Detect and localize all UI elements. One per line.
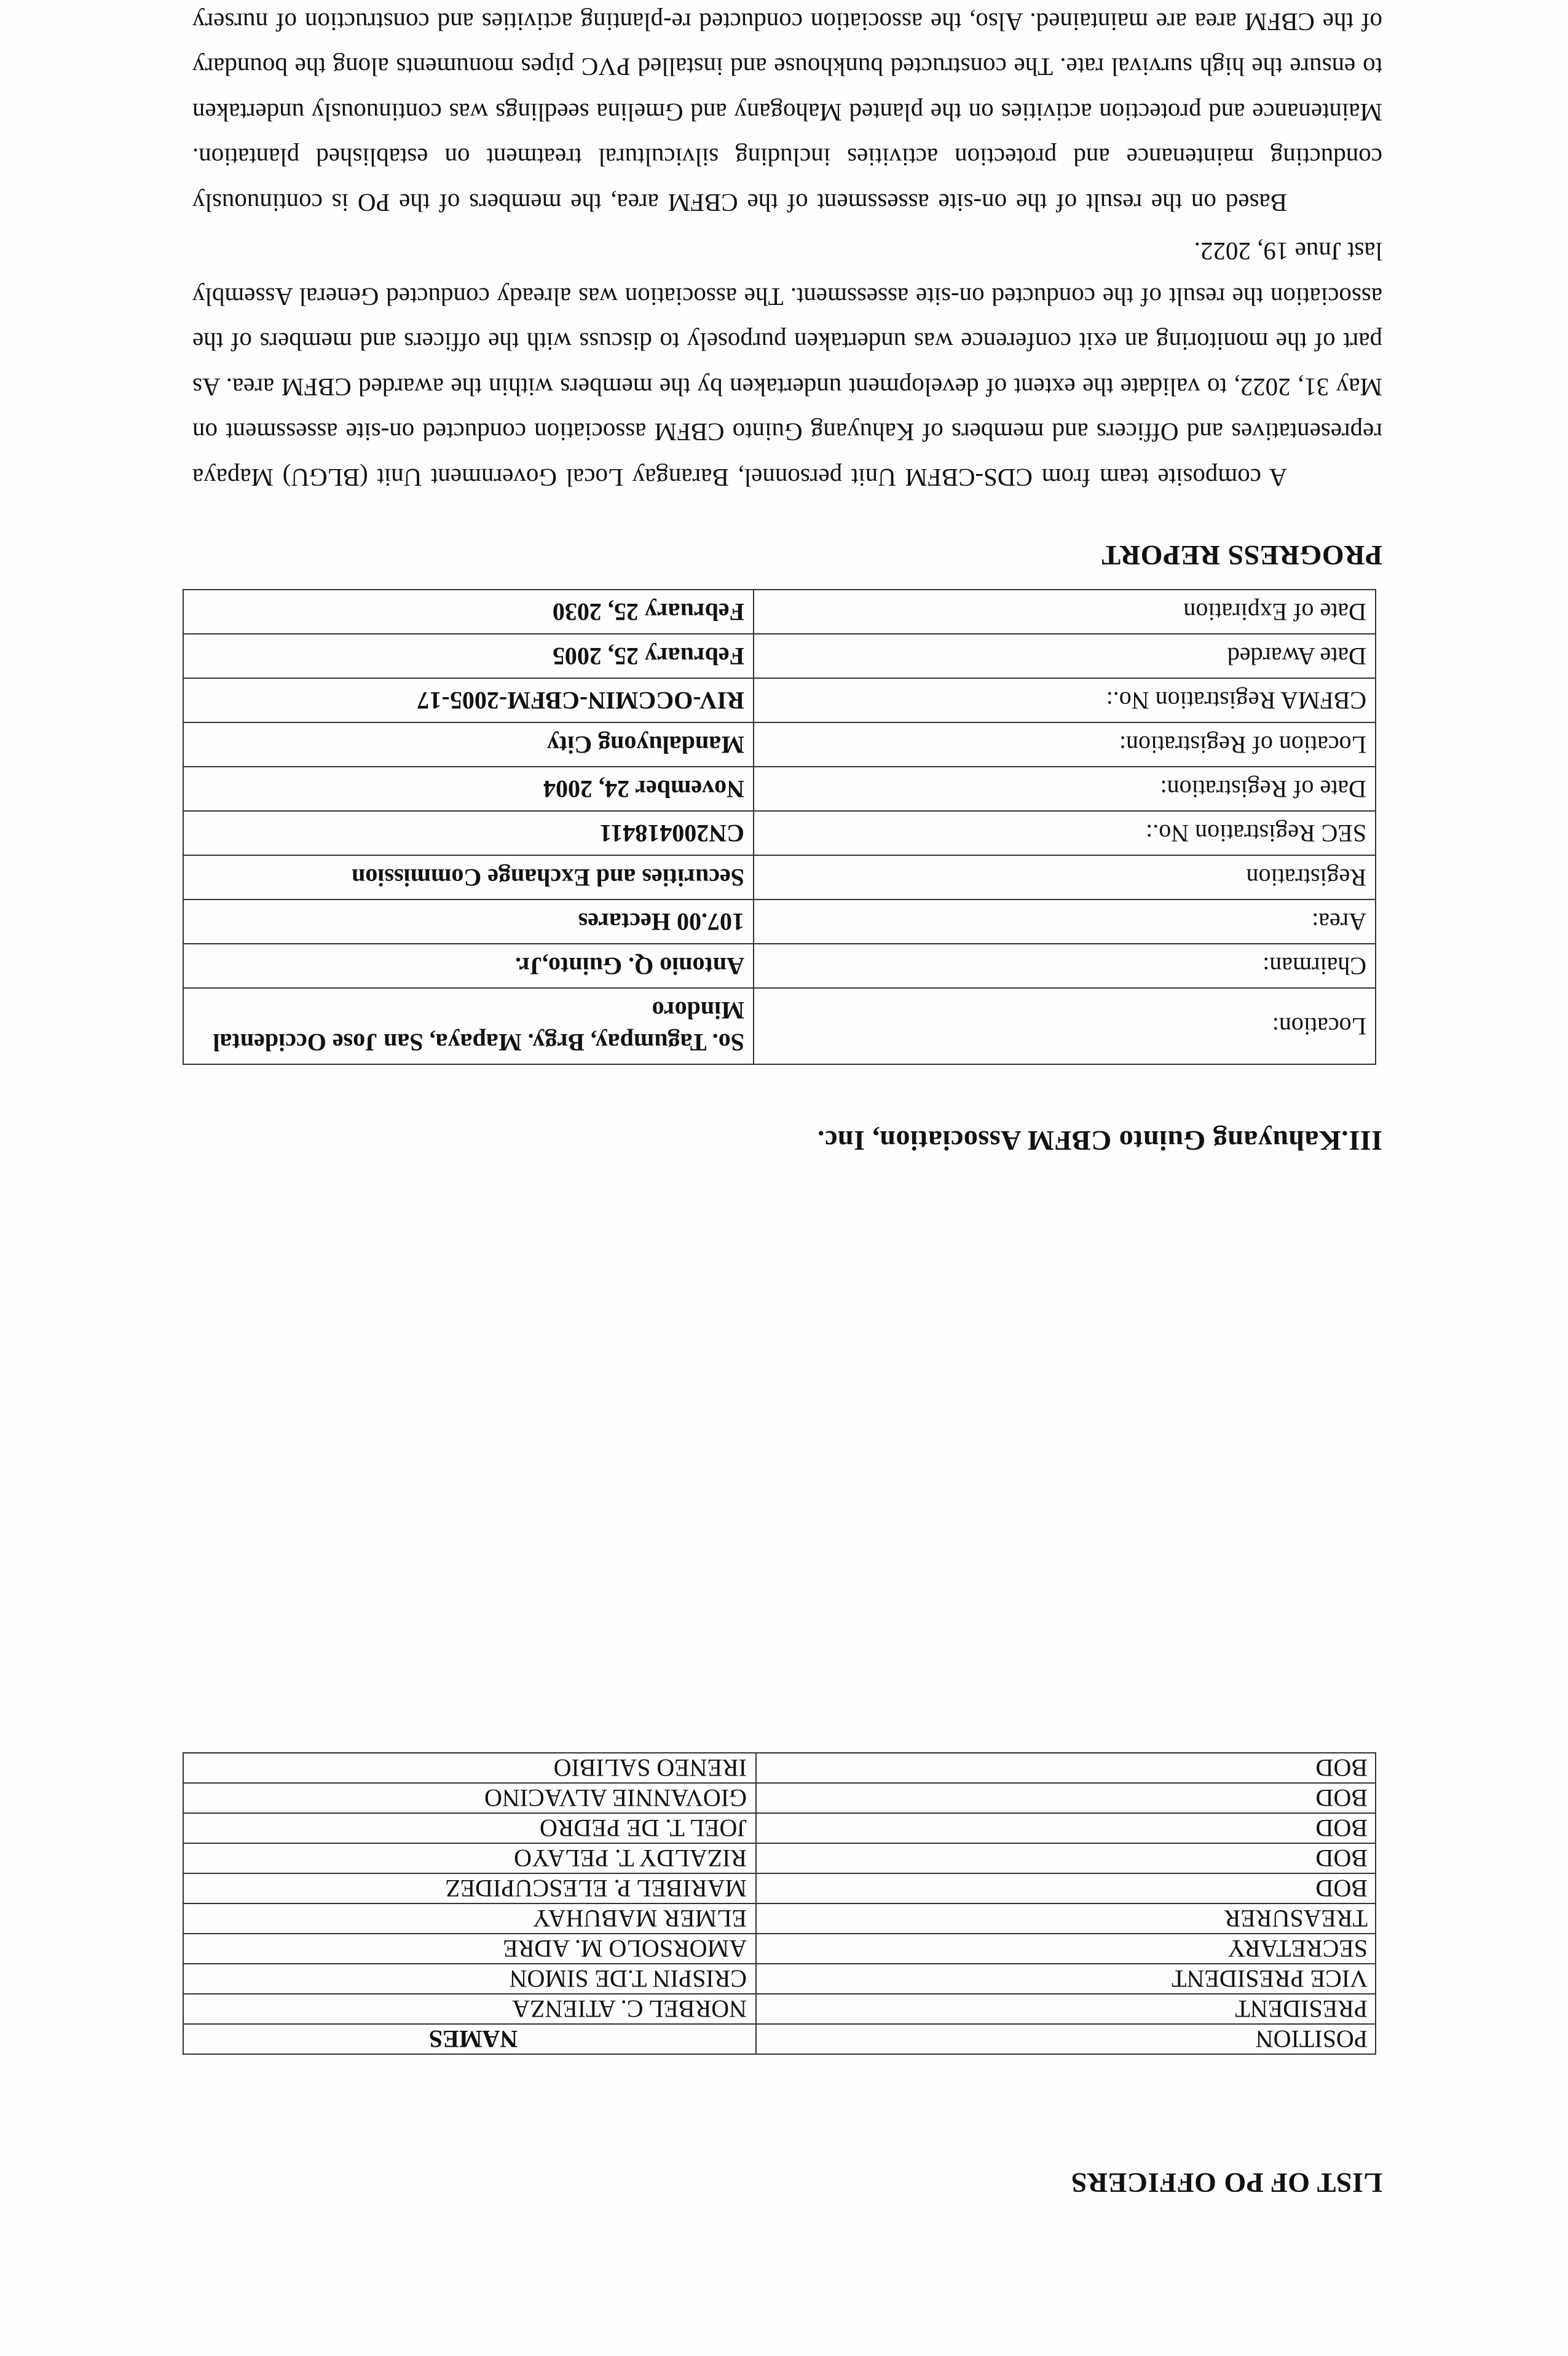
progress-paragraph-1-text: A composite team from CDS-CBFM Unit personnel, Barangay Local Government Unit (BLGU) Mapaya representatives and Officers and members of Kahuyang Guinto CBFM association conducted on-site assessment on May 31, 2022, to validate the extent of development undertaken by the members within the awarded CBFM area. As part of the monitoring an exit conference was undertaken purposely to discuss with the officers and members of the association the result of the conducted on-site assessment. The association was already conducted General Assembly last Jnue 19, 2022. <box>192 237 1382 492</box>
officers-header-row <box>183 2024 1376 2054</box>
association-info-row <box>183 767 1376 811</box>
officer-row <box>183 1964 1376 1994</box>
association-info-row <box>183 722 1376 767</box>
officer-name: ELMER MABUHAY <box>183 1903 756 1934</box>
association-info-table <box>183 589 1376 1065</box>
officer-position: BOD <box>756 1753 1376 1783</box>
association-heading: III.Kahuyang Guinto CBFM Association, Inc. <box>817 1125 1382 1156</box>
officer-position: VICE PRESIDENT <box>756 1964 1376 1994</box>
association-info-value: Antonio Q. Guinto,Jr. <box>183 944 754 988</box>
association-info-label: Location: <box>754 988 1376 1064</box>
association-info-label: CBFMA Registration No.: <box>754 678 1376 722</box>
association-info-value: 107.00 Hectares <box>183 899 754 944</box>
association-info-row <box>183 634 1376 678</box>
position-column-header: POSITION <box>756 2024 1376 2054</box>
association-info-value: Securities and Exchange Commission <box>183 855 754 899</box>
officer-name: GIOVANNIE ALVACINO <box>183 1783 756 1813</box>
association-info-label: SEC Registration No.: <box>754 811 1376 855</box>
progress-report-heading: PROGRESS REPORT <box>1101 540 1382 571</box>
association-info-value: CN200418411 <box>183 811 754 855</box>
officer-row <box>183 1813 1376 1843</box>
officer-row <box>183 1873 1376 1903</box>
officer-position: PRESIDENT <box>756 1994 1376 2024</box>
association-info-row <box>183 899 1376 944</box>
officer-position: BOD <box>756 1873 1376 1903</box>
officer-name: AMORSOLO M. ADRE <box>183 1934 756 1964</box>
association-info-row <box>183 855 1376 899</box>
association-info-row <box>183 678 1376 722</box>
association-info-value: Mandaluyong City <box>183 722 754 767</box>
association-info-label: Chairman: <box>754 944 1376 988</box>
officer-row <box>183 1783 1376 1813</box>
officers-table <box>183 1752 1376 2055</box>
association-info-row <box>183 944 1376 988</box>
officer-row <box>183 1903 1376 1934</box>
officer-row <box>183 1934 1376 1964</box>
officer-name: RIZALDY T. PELAYO <box>183 1843 756 1873</box>
officer-position: BOD <box>756 1813 1376 1843</box>
officer-row <box>183 1753 1376 1783</box>
officer-position: TREASURER <box>756 1903 1376 1934</box>
association-info-label: Date of Expiration <box>754 590 1376 634</box>
officer-name: MARIBEL P. ELESCUPIDEZ <box>183 1873 756 1903</box>
association-info-row <box>183 811 1376 855</box>
officers-heading: LIST OF PO OFFICERS <box>1071 2167 1382 2199</box>
officer-name: NORBEL C. ATIENZA <box>183 1994 756 2024</box>
officer-name: CRISPIN T.DE SIMON <box>183 1964 756 1994</box>
association-info-value: November 24, 2004 <box>183 767 754 811</box>
association-info-value: February 25, 2030 <box>183 590 754 634</box>
progress-paragraph-2-text: Based on the result of the on-site assessment of the CBFM area, the members of the PO is continuously conducting maintenance and protection activities including silvicultural treatment on established plantation. Maintenance and protection activities on the planted Mahogany and Gmelina seedlings was continuously undertaken to ensure the high survival rate. The constructed bunkhouse and installed PVC pipes monuments along the boundary of the CBFM area are maintained. Also, the association conducted re-planting activities and construction of nursery <box>192 8 1382 217</box>
officer-position: BOD <box>756 1783 1376 1813</box>
officer-row <box>183 1843 1376 1873</box>
officer-name: IRENEO SALIBIO <box>183 1753 756 1783</box>
officer-name: JOEL T. DE PEDRO <box>183 1813 756 1843</box>
association-info-label: Date of Registration: <box>754 767 1376 811</box>
association-info-label: Location of Registration: <box>754 722 1376 767</box>
association-info-label: Registration <box>754 855 1376 899</box>
progress-paragraph-1 <box>192 229 1382 500</box>
officer-position: BOD <box>756 1843 1376 1873</box>
association-info-value: RIV-OCCMIN-CBFM-2005-17 <box>183 678 754 722</box>
association-info-row <box>183 988 1376 1064</box>
progress-paragraph-2 <box>192 0 1382 225</box>
association-info-label: Date Awarded <box>754 634 1376 678</box>
officer-position: SECRETARY <box>756 1934 1376 1964</box>
association-info-row <box>183 590 1376 634</box>
names-column-header: NAMES <box>183 2024 756 2054</box>
association-info-value: February 25, 2005 <box>183 634 754 678</box>
association-info-value: So. Tagumpay, Brgy. Mapaya, San Jose Occidental Mindoro <box>183 988 754 1064</box>
association-info-label: Area: <box>754 899 1376 944</box>
officer-row <box>183 1994 1376 2024</box>
